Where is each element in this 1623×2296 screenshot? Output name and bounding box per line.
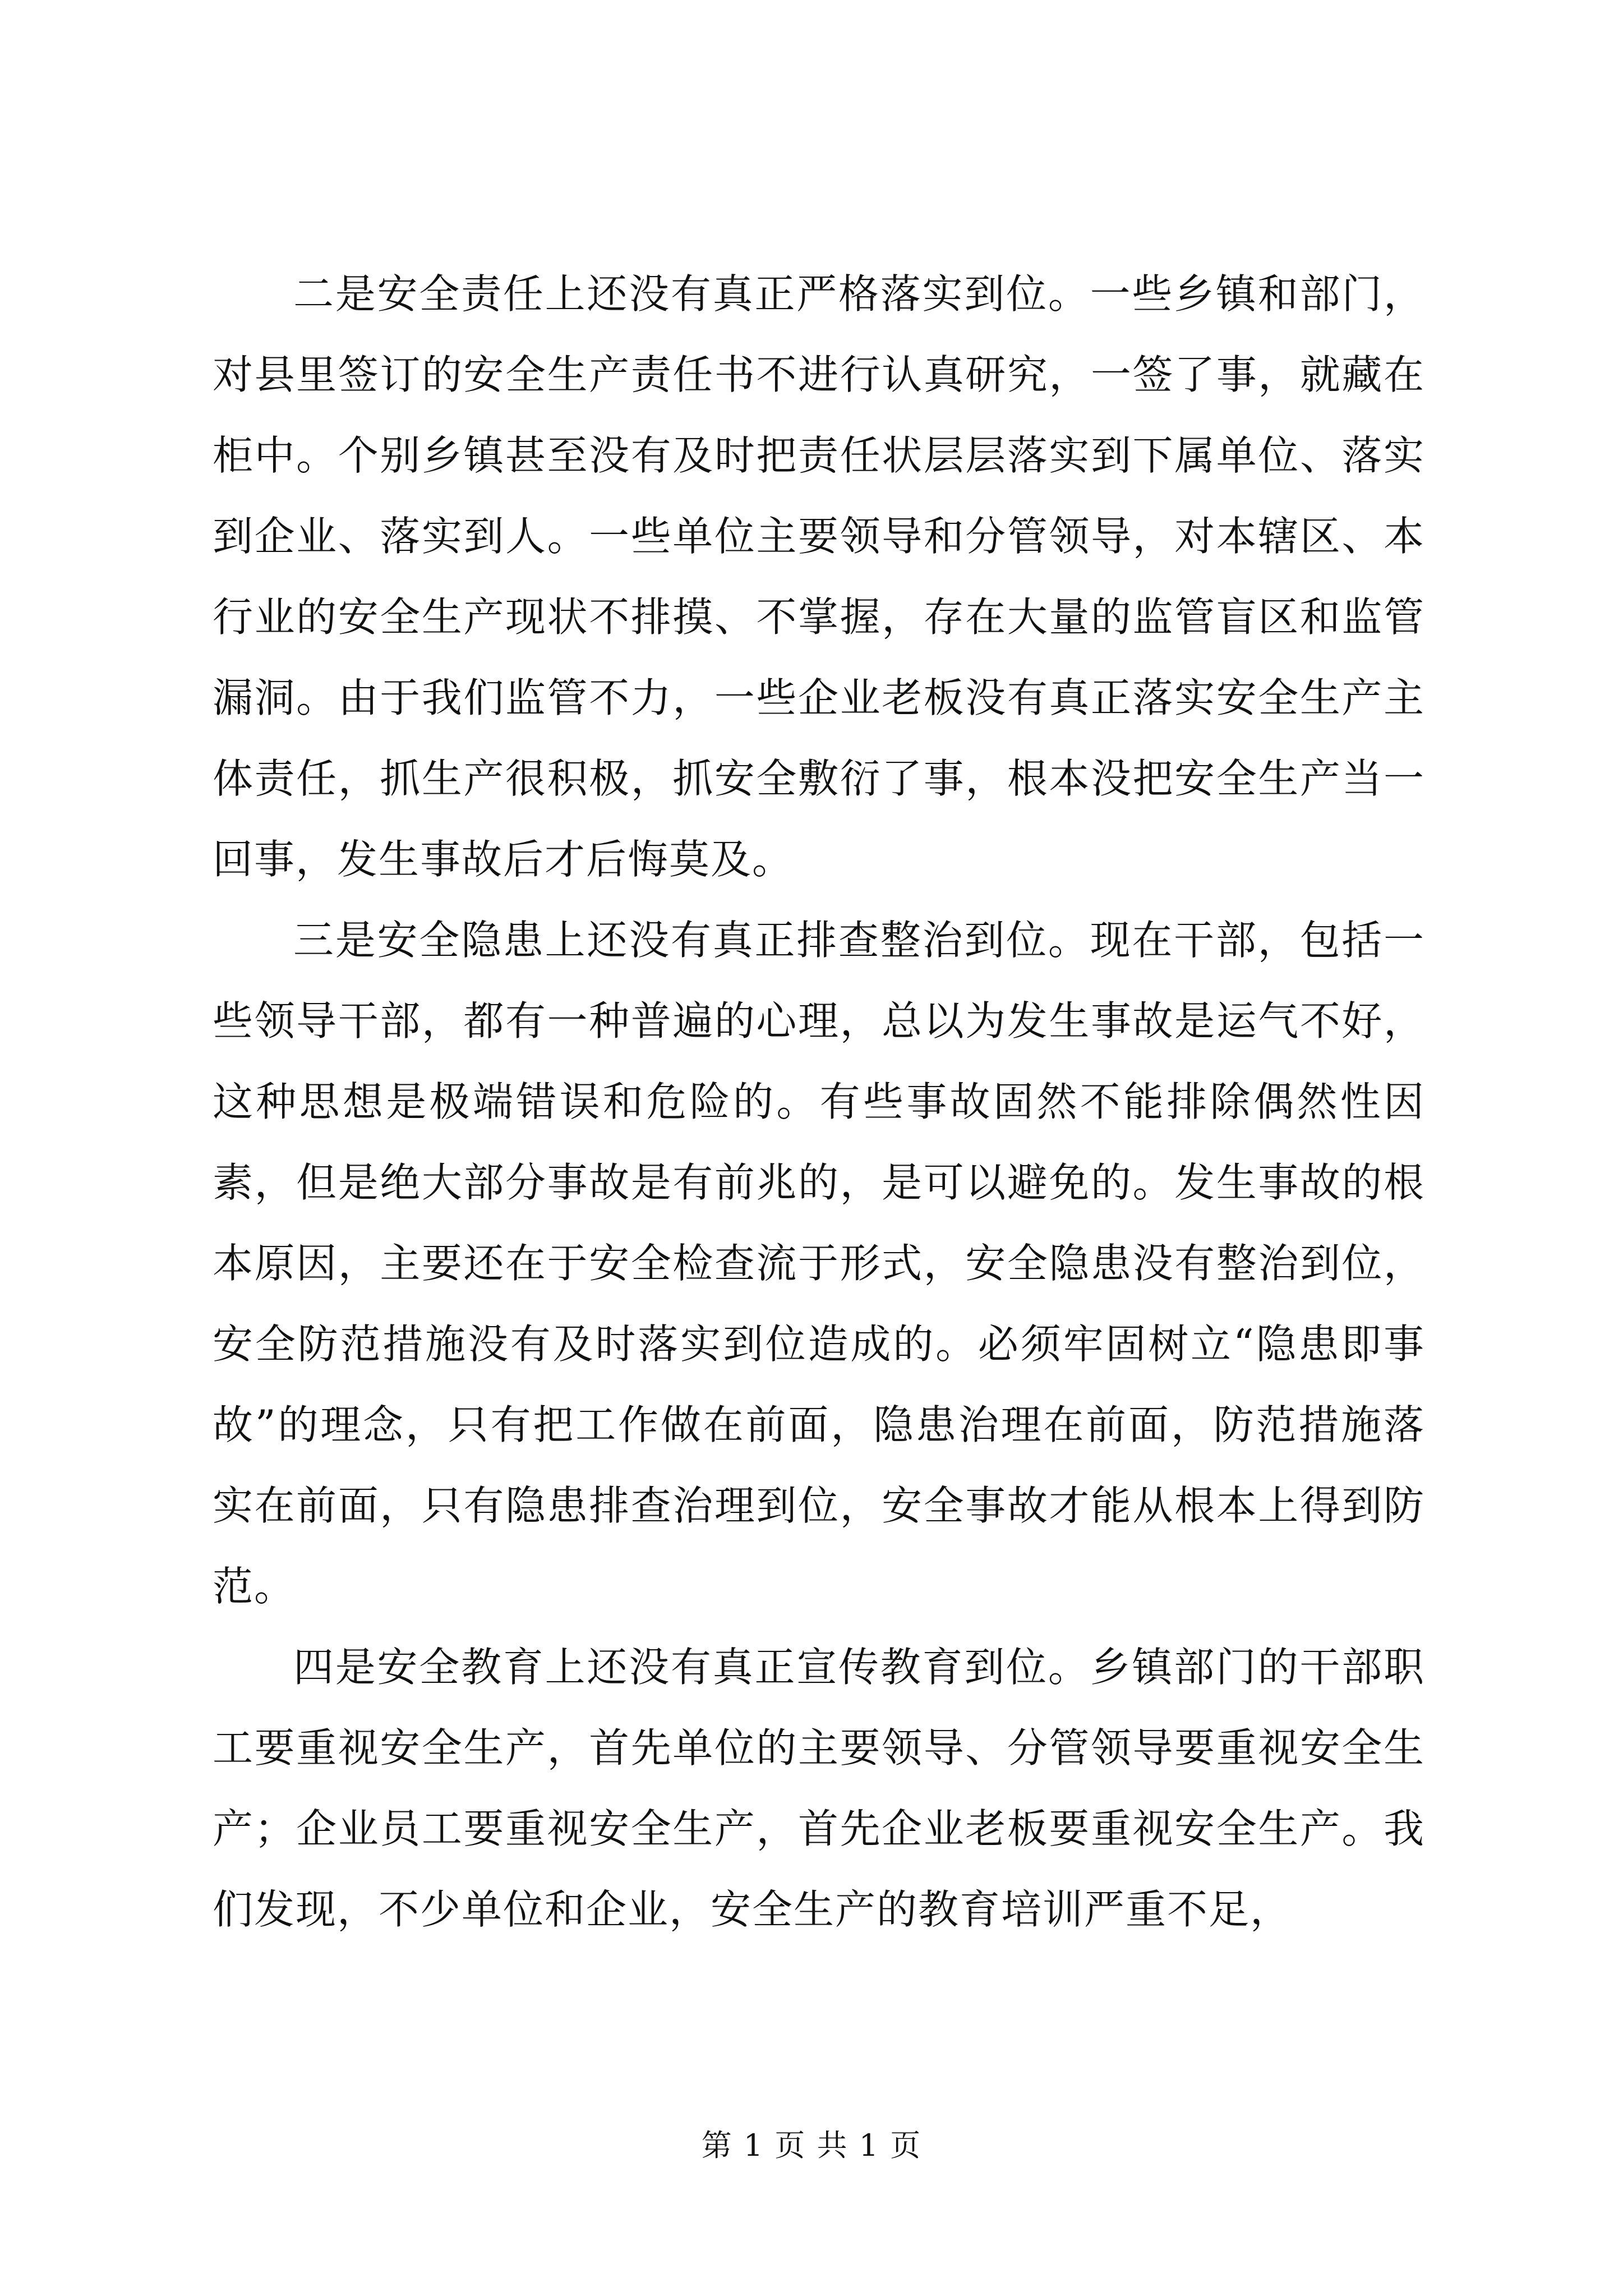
paragraph-responsibility: 二是安全责任上还没有真正严格落实到位。一些乡镇和部门，对县里签订的安全生产责任书不进行认真研究，一签了事，就藏在柜中。个别乡镇甚至没有及时把责任状层层落实到下属单位、落实到企业、落实到人。一些单位主要领导和分管领导，对本辖区、本行业的安全生产现状不排摸、不掌握，存在大量的监管盲区和监管漏洞。由于我们监管不力，一些企业老板没有真正落实安全生产主体责任，抓生产很积极，抓安全敷衍了事，根本没把安全生产当一回事，发生事故后才后悔莫及。 — [213, 270, 1425, 883]
document-body — [213, 254, 1425, 1950]
paragraph-hazards: 三是安全隐患上还没有真正排查整治到位。现在干部，包括一些领导干部，都有一种普遍的心理，总以为发生事故是运气不好，这种思想是极端错误和危险的。有些事故固然不能排除偶然性因素，但是绝大部分事故是有前兆的，是可以避免的。发生事故的根本原因，主要还在于安全检查流于形式，安全隐患没有整治到位，安全防范措施没有及时落实到位造成的。必须牢固树立“隐患即事故”的理念，只有把工作做在前面，隐患治理在前面，防范措施落实在前面，只有隐患排查治理到位，安全事故才能从根本上得到防范。 — [213, 917, 1425, 1610]
page-footer: 第 1 页 共 1 页 — [701, 2128, 922, 2163]
paragraph-education: 四是安全教育上还没有真正宣传教育到位。乡镇部门的干部职工要重视安全生产，首先单位的主要领导、分管领导要重视安全生产；企业员工要重视安全生产，首先企业老板要重视安全生产。我们发现，不少单位和企业，安全生产的教育培训严重不足， — [213, 1644, 1425, 1933]
